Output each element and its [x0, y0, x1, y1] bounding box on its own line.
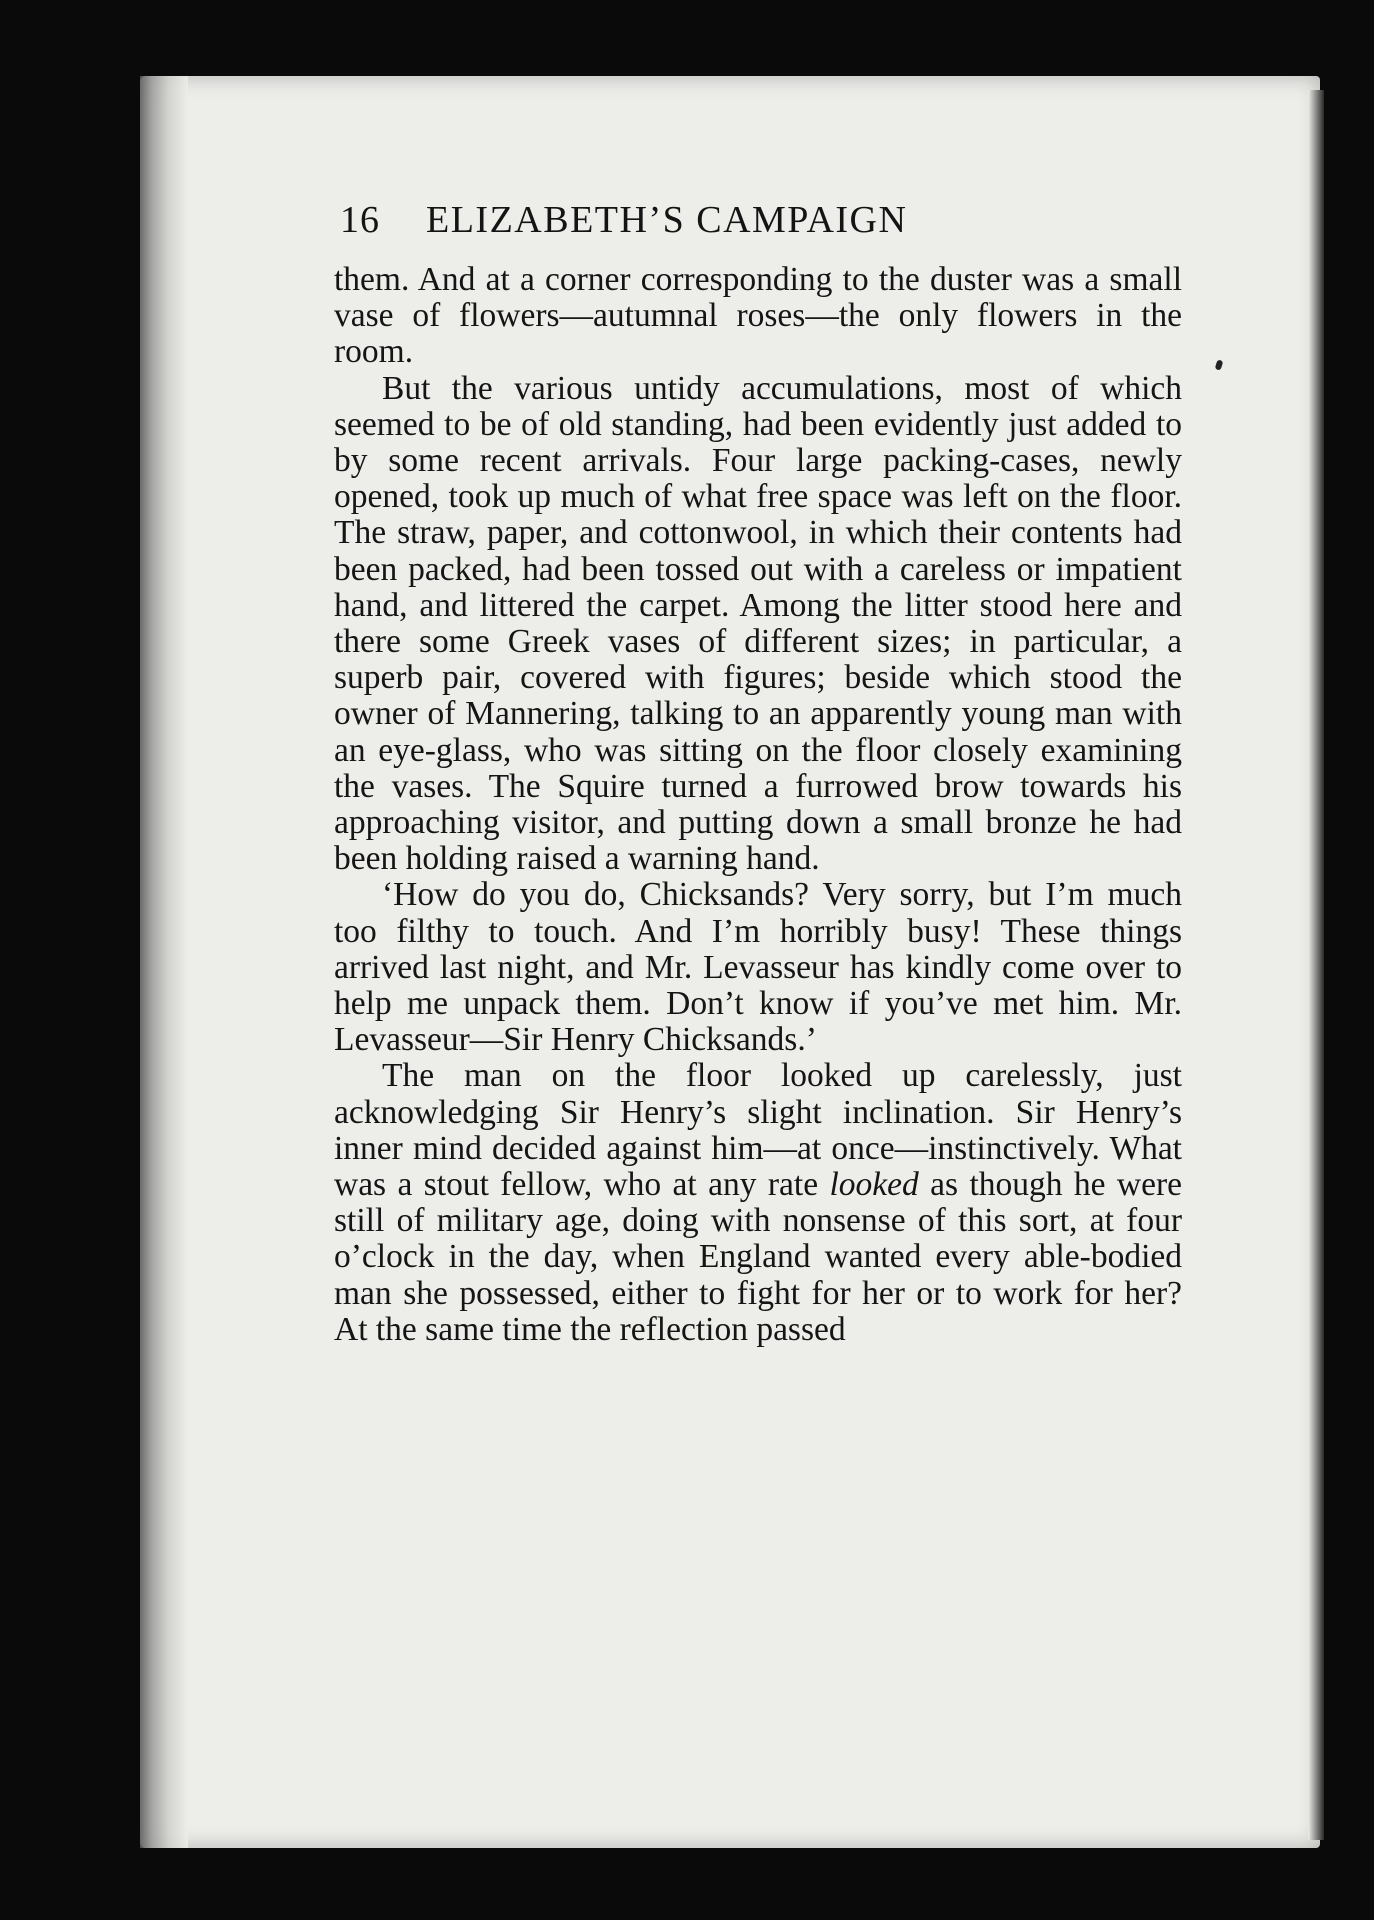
page-header	[340, 198, 1036, 254]
page-gutter-shadow	[140, 76, 188, 1848]
paragraph-2: But the various untidy accumulations, most of which seemed to be of old standing, had been evidently just added to by some recent arrivals. Four large packing-cases, newly opened, took up much of what free space was left on the floor. The straw, paper, and cottonwool, in which their contents had been packed, had been tossed out with a careless or impatient hand, and littered the carpet. Among the litter stood here and there some Greek vases of different sizes; in particular, a superb pair, covered with figures; beside which stood the owner of Mannering, talking to an apparently young man with an eye-glass, who was sitting on the floor closely examining the vases. The Squire turned a furrowed brow towards his approaching visitor, and putting down a small bronze he had been holding raised a warning hand.	[334, 369, 1182, 878]
paragraph-4: The man on the floor looked up carelessly, just acknowledging Sir Henry’s slight inclination. Sir Henry’s inner mind decided against him—at once—instinctively. What was a stout fellow, who at any rate looked as though he were still of military age, doing with nonsense of this sort, at four o’clock in the day, when England wanted every able-bodied man she possessed, either to fight for her or to work for her? At the same time the reflection passed	[334, 1057, 1182, 1348]
italic-emphasis: looked	[829, 1166, 919, 1204]
running-head: ELIZABETH’S CAMPAIGN	[426, 199, 908, 241]
paragraph-1: them. And at a corner corresponding to the duster was a small vase of flowers—autumnal roses—the only flowers in the room.	[334, 261, 1182, 371]
body-text	[334, 262, 1182, 1348]
paragraph-3: ‘How do you do, Chicksands? Very sorry, but I’m much too filthy to touch. And I’m horribly busy! These things arrived last night, and Mr. Levasseur has kindly come over to help me unpack them. Don’t know if you’ve met him. Mr. Levasseur—Sir Henry Chicksands.’	[334, 876, 1182, 1059]
page-right-edge	[1308, 90, 1324, 1840]
page-number: 16	[340, 199, 380, 241]
